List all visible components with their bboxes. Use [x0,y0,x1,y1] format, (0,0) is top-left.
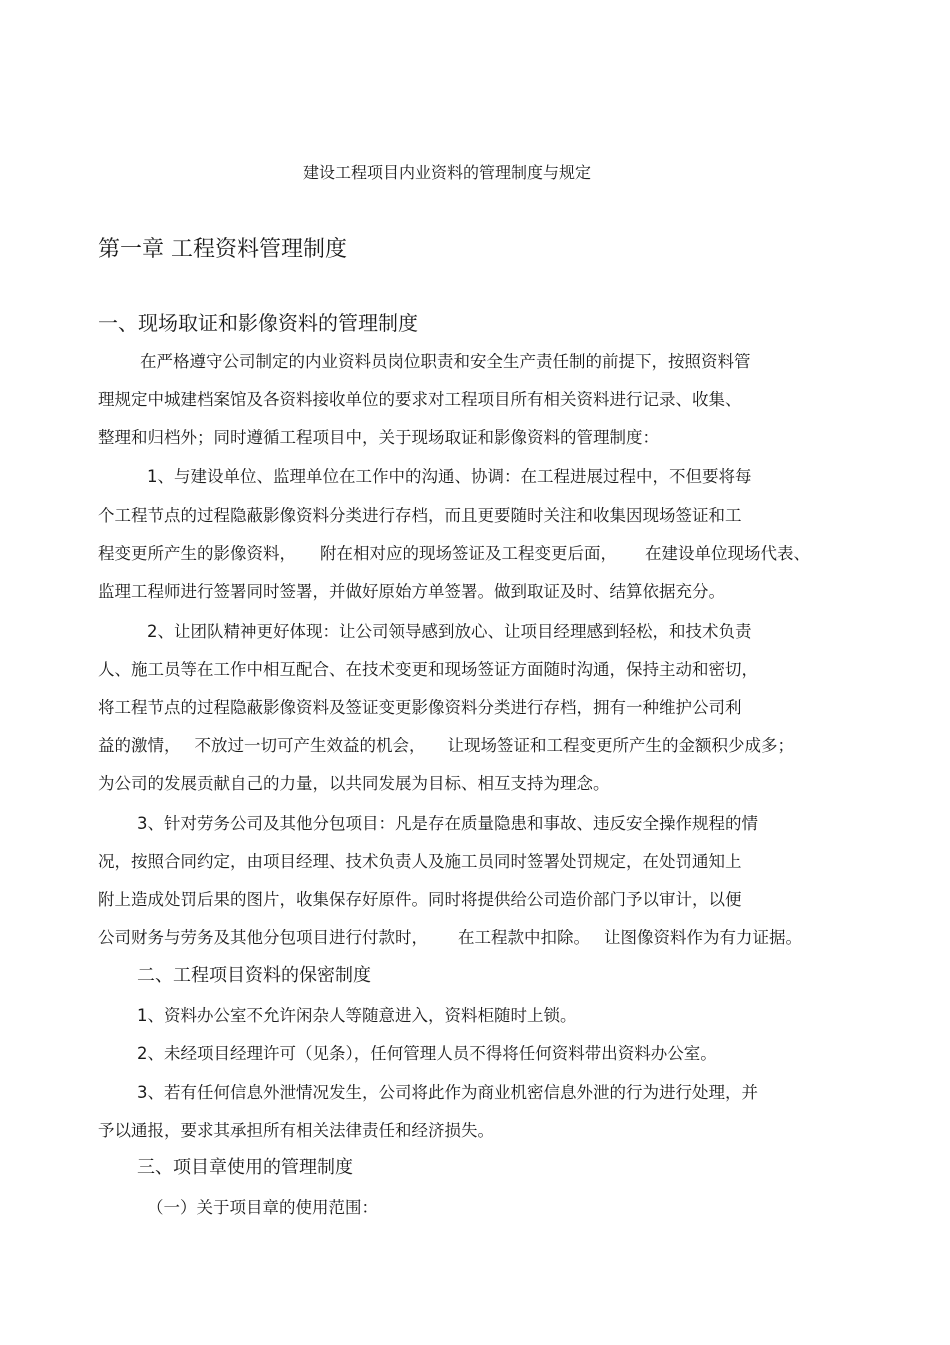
paragraph-line: 个工程节点的过程隐蔽影像资料分类进行存档，而且更要随时关注和收集因现场签证和工 [98,506,742,525]
paragraph-line: 将工程节点的过程隐蔽影像资料及签证变更影像资料分类进行存档，拥有一种维护公司利 [98,698,742,717]
subsection-heading: （一）关于项目章的使用范围： [147,1198,378,1217]
paragraph-line: 2、让团队精神更好体现：让公司领导感到放心、让项目经理感到轻松，和技术负责 [147,622,752,641]
section-3-heading: 三、项目章使用的管理制度 [137,1157,353,1178]
paragraph-line: 2、未经项目经理许可（见条），任何管理人员不得将任何资料带出资料办公室。 [137,1044,717,1063]
paragraph-line: 在严格遵守公司制定的内业资料员岗位职责和安全生产责任制的前提下，按照资料管 [140,352,751,371]
paragraph-line: 况，按照合同约定，由项目经理、技术负责人及施工员同时签署处罚规定，在处罚通知上 [98,852,742,871]
paragraph-line: 人、施工员等在工作中相互配合、在技术变更和现场签证方面随时沟通，保持主动和密切， [98,660,758,679]
section-2-heading: 二、工程项目资料的保密制度 [137,965,371,986]
paragraph-line: 予以通报，要求其承担所有相关法律责任和经济损失。 [98,1121,494,1140]
paragraph-line: 程变更所产生的影像资料， 附在相对应的现场签证及工程变更后面， 在建设单位现场代表、 [98,544,810,563]
paragraph-line: 附上造成处罚后果的图片，收集保存好原件。同时将提供给公司造价部门予以审计，以便 [98,890,742,909]
paragraph-line: 监理工程师进行签署同时签署，并做好原始方单签署。做到取证及时、结算依据充分。 [98,582,725,601]
chapter-heading: 第一章 工程资料管理制度 [98,237,347,262]
document-title: 建设工程项目内业资料的管理制度与规定 [303,163,592,182]
paragraph-line: 整理和归档外；同时遵循工程项目中，关于现场取证和影像资料的管理制度： [98,428,659,447]
paragraph-line: 3、若有任何信息外泄情况发生，公司将此作为商业机密信息外泄的行为进行处理，并 [137,1083,758,1102]
section-1-heading: 一、现场取证和影像资料的管理制度 [98,311,418,335]
paragraph-line: 益的激情， 不放过一切可产生效益的机会， 让现场签证和工程变更所产生的金额积少成多； [98,736,794,755]
paragraph-line: 理规定中城建档案馆及各资料接收单位的要求对工程项目所有相关资料进行记录、收集、 [98,390,742,409]
paragraph-line: 为公司的发展贡献自己的力量，以共同发展为目标、相互支持为理念。 [98,774,610,793]
paragraph-line: 1、资料办公室不允许闲杂人等随意进入，资料柜随时上锁。 [137,1006,577,1025]
paragraph-line: 1、与建设单位、监理单位在工作中的沟通、协调：在工程进展过程中，不但要将每 [147,467,752,486]
paragraph-line: 公司财务与劳务及其他分包项目进行付款时， 在工程款中扣除。 让图像资料作为有力证据。 [98,928,802,947]
paragraph-line: 3、针对劳务公司及其他分包项目：凡是存在质量隐患和事故、违反安全操作规程的情 [137,814,758,833]
